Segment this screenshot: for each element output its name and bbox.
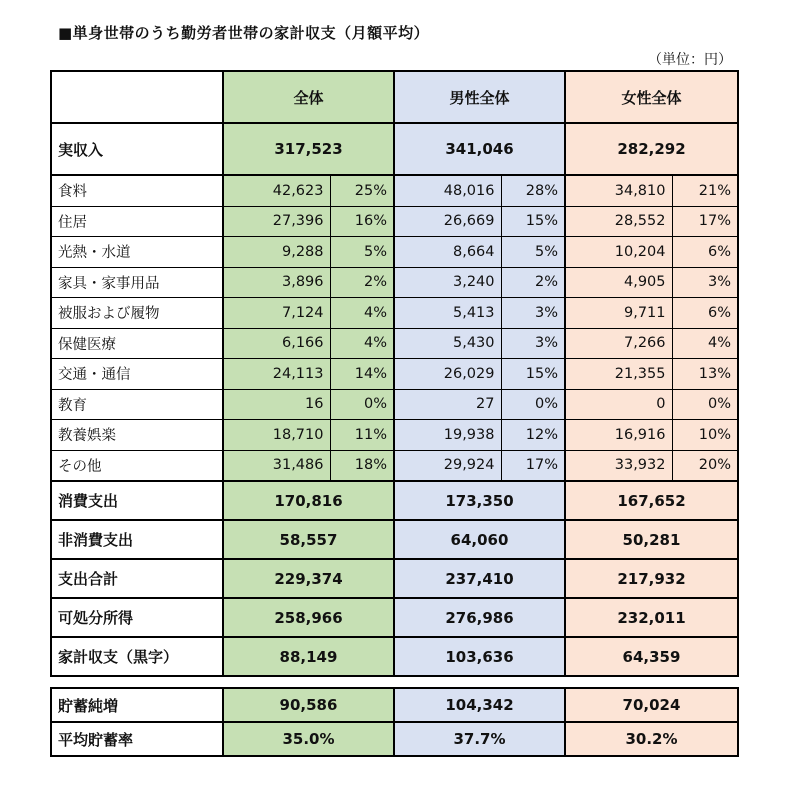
row-label: 保健医療 xyxy=(51,328,223,359)
expense-male-percent: 28% xyxy=(501,175,565,206)
summary-row xyxy=(51,481,738,520)
table-row xyxy=(51,206,738,237)
savings-value: 70,024 xyxy=(565,688,738,722)
savings-value: 37.7% xyxy=(394,722,565,756)
expense-female-percent: 10% xyxy=(672,420,738,451)
summary-value: 217,932 xyxy=(565,559,738,598)
expense-female-value: 9,711 xyxy=(565,298,672,329)
row-label: 光熱・水道 xyxy=(51,237,223,268)
expense-male-percent: 0% xyxy=(501,389,565,420)
expense-female-percent: 4% xyxy=(672,328,738,359)
row-label: 実収入 xyxy=(51,123,223,175)
table-row xyxy=(51,359,738,390)
row-label: 食料 xyxy=(51,175,223,206)
expense-all-value: 16 xyxy=(223,389,330,420)
expense-all-value: 24,113 xyxy=(223,359,330,390)
summary-value: 173,350 xyxy=(394,481,565,520)
expense-male-percent: 15% xyxy=(501,359,565,390)
row-label: 教養娯楽 xyxy=(51,420,223,451)
household-budget-table xyxy=(50,70,739,677)
expense-all-percent: 11% xyxy=(330,420,394,451)
row-label: 住居 xyxy=(51,206,223,237)
savings-table xyxy=(50,687,739,757)
summary-value: 276,986 xyxy=(394,598,565,637)
summary-value: 167,652 xyxy=(565,481,738,520)
expense-male-value: 8,664 xyxy=(394,237,501,268)
expense-all-value: 6,166 xyxy=(223,328,330,359)
expense-male-percent: 3% xyxy=(501,328,565,359)
savings-row xyxy=(51,688,738,722)
expense-female-value: 34,810 xyxy=(565,175,672,206)
expense-all-percent: 4% xyxy=(330,328,394,359)
table-row xyxy=(51,420,738,451)
expense-all-percent: 5% xyxy=(330,237,394,268)
expense-male-percent: 3% xyxy=(501,298,565,329)
header-all: 全体 xyxy=(223,71,394,123)
row-label: 教育 xyxy=(51,389,223,420)
expense-male-value: 5,413 xyxy=(394,298,501,329)
summary-value: 64,060 xyxy=(394,520,565,559)
expense-male-value: 27 xyxy=(394,389,501,420)
expense-male-value: 26,669 xyxy=(394,206,501,237)
expense-male-value: 29,924 xyxy=(394,450,501,481)
row-label: 平均貯蓄率 xyxy=(51,722,223,756)
expense-male-percent: 17% xyxy=(501,450,565,481)
row-label: 可処分所得 xyxy=(51,598,223,637)
income-all: 317,523 xyxy=(223,123,394,175)
summary-value: 103,636 xyxy=(394,637,565,676)
table-row xyxy=(51,237,738,268)
expense-all-percent: 14% xyxy=(330,359,394,390)
table-row xyxy=(51,328,738,359)
unit-note: （単位：円） xyxy=(648,52,732,68)
expense-all-percent: 2% xyxy=(330,267,394,298)
expense-female-percent: 3% xyxy=(672,267,738,298)
expense-female-value: 7,266 xyxy=(565,328,672,359)
header-row xyxy=(51,71,738,123)
row-label: 被服および履物 xyxy=(51,298,223,329)
savings-row xyxy=(51,722,738,756)
income-female: 282,292 xyxy=(565,123,738,175)
table-row xyxy=(51,389,738,420)
expense-female-value: 16,916 xyxy=(565,420,672,451)
summary-row xyxy=(51,559,738,598)
expense-female-value: 21,355 xyxy=(565,359,672,390)
expense-male-value: 3,240 xyxy=(394,267,501,298)
expense-male-percent: 15% xyxy=(501,206,565,237)
expense-all-value: 18,710 xyxy=(223,420,330,451)
table-row xyxy=(51,175,738,206)
summary-value: 229,374 xyxy=(223,559,394,598)
summary-value: 258,966 xyxy=(223,598,394,637)
expense-female-percent: 21% xyxy=(672,175,738,206)
row-label: 非消費支出 xyxy=(51,520,223,559)
expense-all-percent: 16% xyxy=(330,206,394,237)
savings-value: 35.0% xyxy=(223,722,394,756)
row-label: 支出合計 xyxy=(51,559,223,598)
summary-row xyxy=(51,598,738,637)
summary-value: 232,011 xyxy=(565,598,738,637)
table-row xyxy=(51,298,738,329)
expense-male-value: 19,938 xyxy=(394,420,501,451)
income-male: 341,046 xyxy=(394,123,565,175)
expense-male-value: 5,430 xyxy=(394,328,501,359)
row-label: 家計収支（黒字） xyxy=(51,637,223,676)
expense-female-value: 0 xyxy=(565,389,672,420)
summary-value: 170,816 xyxy=(223,481,394,520)
table-row xyxy=(51,450,738,481)
expense-all-value: 3,896 xyxy=(223,267,330,298)
expense-female-percent: 6% xyxy=(672,298,738,329)
header-male: 男性全体 xyxy=(394,71,565,123)
expense-female-percent: 17% xyxy=(672,206,738,237)
summary-value: 58,557 xyxy=(223,520,394,559)
expense-all-value: 27,396 xyxy=(223,206,330,237)
summary-value: 64,359 xyxy=(565,637,738,676)
income-row xyxy=(51,123,738,175)
expense-all-percent: 18% xyxy=(330,450,394,481)
row-label: 家具・家事用品 xyxy=(51,267,223,298)
expense-female-value: 4,905 xyxy=(565,267,672,298)
savings-value: 30.2% xyxy=(565,722,738,756)
expense-female-percent: 20% xyxy=(672,450,738,481)
expense-female-percent: 6% xyxy=(672,237,738,268)
row-label: 消費支出 xyxy=(51,481,223,520)
expense-male-percent: 2% xyxy=(501,267,565,298)
expense-female-value: 33,932 xyxy=(565,450,672,481)
expense-all-value: 31,486 xyxy=(223,450,330,481)
expense-female-percent: 13% xyxy=(672,359,738,390)
row-label: その他 xyxy=(51,450,223,481)
expense-all-percent: 0% xyxy=(330,389,394,420)
expense-female-value: 28,552 xyxy=(565,206,672,237)
header-female: 女性全体 xyxy=(565,71,738,123)
expense-male-percent: 12% xyxy=(501,420,565,451)
summary-row xyxy=(51,637,738,676)
summary-value: 50,281 xyxy=(565,520,738,559)
row-label: 貯蓄純増 xyxy=(51,688,223,722)
expense-all-percent: 4% xyxy=(330,298,394,329)
expense-all-value: 42,623 xyxy=(223,175,330,206)
summary-value: 88,149 xyxy=(223,637,394,676)
expense-male-value: 26,029 xyxy=(394,359,501,390)
summary-value: 237,410 xyxy=(394,559,565,598)
expense-male-value: 48,016 xyxy=(394,175,501,206)
expense-all-percent: 25% xyxy=(330,175,394,206)
expense-female-percent: 0% xyxy=(672,389,738,420)
expense-all-value: 7,124 xyxy=(223,298,330,329)
expense-all-value: 9,288 xyxy=(223,237,330,268)
header-empty-cell xyxy=(51,71,223,123)
page-title: ■単身世帯のうち勤労者世帯の家計収支（月額平均） xyxy=(58,24,430,42)
summary-row xyxy=(51,520,738,559)
expense-male-percent: 5% xyxy=(501,237,565,268)
savings-value: 90,586 xyxy=(223,688,394,722)
savings-value: 104,342 xyxy=(394,688,565,722)
table-row xyxy=(51,267,738,298)
row-label: 交通・通信 xyxy=(51,359,223,390)
expense-female-value: 10,204 xyxy=(565,237,672,268)
